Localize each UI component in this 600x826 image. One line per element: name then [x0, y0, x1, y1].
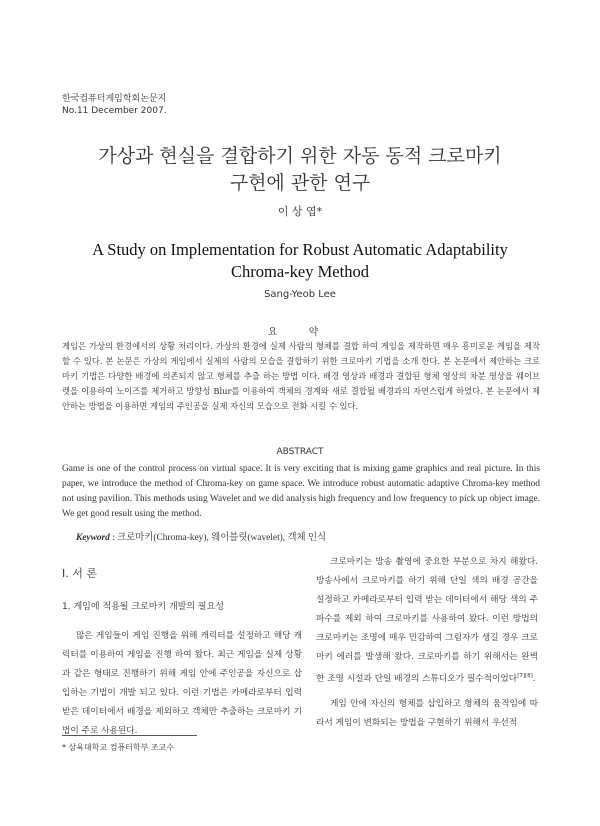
author-english: Sang-Yeob Lee: [264, 289, 336, 300]
keyword-separator: :: [109, 533, 118, 543]
title-korean: [0, 143, 600, 197]
journal-name: 한국컴퓨터게임학회논문지: [62, 94, 167, 104]
summary-text: 게임은 가상의 환경에서의 상황 처리이다. 가상의 환경에 실제 사람의 형체를 결합 하여 게임을 제작하면 매우 흥미로운 게임을 제작 할 수 있다. 본 논문은 가상의 게임에서 실제의 사람의 모습을 결합하기 위한 크로마키 기법을 소개 한다. 본 논문에서 제안하는 크로마키 기법은 다양한 배경에 의존되지 않고 형체를 추출 하는 방법 이다. 배경 영상과 배경과 결합된 형체 영상의 차분 영상을 웨이브 렛을 이용하여 노이즈를 제거하고 방향성 Blur를 이용하여 객체의 경계와 새로 결합될 배경과의 자연스럽게 하였다. 본 논문에서 제안하는 방법을 이용하면 게임의 주인공을 실제 자신의 모습으로 전화 시킬 수 있다.: [62, 341, 540, 411]
author-korean: 이 상 엽*: [277, 205, 323, 218]
section-heading: Ⅰ. 서 론: [62, 567, 97, 580]
body-left-column: [62, 627, 302, 741]
title-english-line1: A Study on Implementation for Robust Automatic Adaptability: [92, 240, 508, 259]
footnote-rule: [62, 735, 197, 736]
keyword-label: Keyword: [76, 533, 110, 543]
journal-header: [62, 93, 167, 117]
subsection-heading: 1. 게임에 적용될 크로마키 개발의 필요성: [62, 602, 224, 612]
title-english: [0, 239, 600, 283]
title-korean-line1: 가상과 현실을 결합하기 위한 자동 동적 크로마키: [98, 145, 502, 167]
journal-issue: No.11 December 2007.: [62, 106, 167, 116]
body-right-column: [316, 553, 538, 742]
abstract-text: Game is one of the control process on virtual space. It is very exciting that is mixing game graphics and real picture. In this paper, we introduce the method of Chroma-key on game space. We introduce robust automatic adaptive Chroma-key method not using pavilion. This methods using Wavelet and we did analysis high frequency and low frequency to pick up object image. We get good result using the method.: [62, 464, 540, 519]
body-paragraph-2: 게임 안에 자신의 형체를 삽입하고 형체의 움직임에 따라서 게임이 변화되는 방법을 구현하기 위해서 우선적: [316, 698, 538, 728]
citation: [7][8]: [517, 673, 533, 679]
footnote: * 삼육대학교 컴퓨터학부 조교수: [62, 743, 175, 752]
title-korean-line2: 구현에 관한 연구: [229, 172, 371, 194]
abstract-heading: ABSTRACT: [276, 447, 324, 457]
body-paragraph: 많은 게임들이 게임 진행을 위해 캐릭터를 설정하고 해당 캐릭터를 이용하여 게임을 진행 하여 왔다. 최근 게임을 실제 상황과 같은 형태로 진행하기 위해 게임 안에 주인공을 자신으로 삽입하는 기법이 개발 되고 있다. 이런 기법은 카메라로부터 입력받은 데이터에서 배경을 제외하고 객체만 추출하는 크로마키 기법이 주로 사용된다.: [62, 631, 302, 736]
paragraph-end: .: [532, 673, 536, 684]
keywords: [76, 529, 326, 543]
keyword-text: 크로마키(Chroma-key), 웨이블릿(wavelet), 객체 인식: [117, 533, 327, 543]
body-paragraph-1: [316, 553, 538, 689]
title-english-line2: Chroma-key Method: [231, 262, 369, 281]
summary-heading: 요 약: [267, 327, 333, 338]
paragraph-text: 크로마키는 방송 촬영에 중요한 부분으로 차지 해왔다. 방송사에서 크로마키를 하기 위해 단일 색의 배경 공간을 설정하고 카메라로부터 입력 받는 데이터에서 해당 색의 주파수를 제외 하여 크로마키를 사용하여 왔다. 이런 방법의 크로마키는 조명에 매우 민감하여 그림자가 생길 경우 크로마키 에러를 발생해 왔다. 크로마키를 하기 위해서는 완벽한 조명 시설과 단일 배경의 스튜디오가 필수적이었다: [316, 557, 538, 684]
